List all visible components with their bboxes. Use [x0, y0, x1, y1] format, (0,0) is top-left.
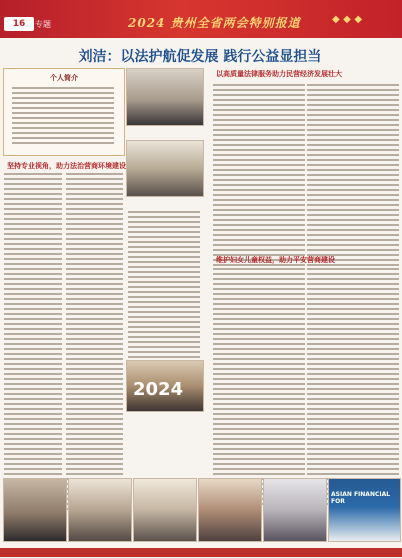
- banner-title: 2024 贵州全省两会特别报道: [128, 16, 301, 30]
- right-column-text-3: [213, 268, 305, 508]
- photo-award: [126, 140, 204, 197]
- left-column-text-1: [4, 173, 62, 513]
- page-number: 16: [4, 17, 34, 31]
- left-column-text-2: [66, 173, 123, 513]
- bottom-photo-5: [263, 478, 327, 542]
- section-heading-right-top: 以高质量法律服务助力民营经济发展壮大: [216, 70, 342, 78]
- profile-text: [12, 87, 114, 147]
- bottom-photo-4: [198, 478, 262, 542]
- photo-2024-text: 2024: [133, 379, 184, 400]
- banner-decor: ◆ ◆ ◆: [332, 14, 363, 25]
- profile-title: 个人简介: [50, 74, 78, 82]
- page-headline: 刘洁：以法护航促发展 践行公益显担当: [78, 49, 322, 65]
- asian-financial-forum-text: ASIAN FINANCIAL FOR: [331, 491, 391, 505]
- section-heading-right-mid: 维护妇女儿童权益，助力平安营商建设: [216, 256, 335, 264]
- right-column-text-2: [307, 84, 399, 269]
- bottom-photo-3: [133, 478, 197, 542]
- profile-box: [3, 68, 125, 156]
- photo-conference: [126, 360, 204, 412]
- bottom-photo-2: [68, 478, 132, 542]
- right-column-text-1: [213, 84, 305, 269]
- right-column-text-4: [307, 268, 399, 508]
- photo-meeting: [126, 68, 204, 126]
- footer-bar: [0, 548, 402, 557]
- bottom-photo-6: [328, 478, 401, 542]
- bottom-photo-1: [3, 478, 67, 542]
- section-heading-left-top: 坚持专业视角，助力法治营商环境建设: [7, 162, 126, 170]
- section-label: 专题: [35, 20, 51, 29]
